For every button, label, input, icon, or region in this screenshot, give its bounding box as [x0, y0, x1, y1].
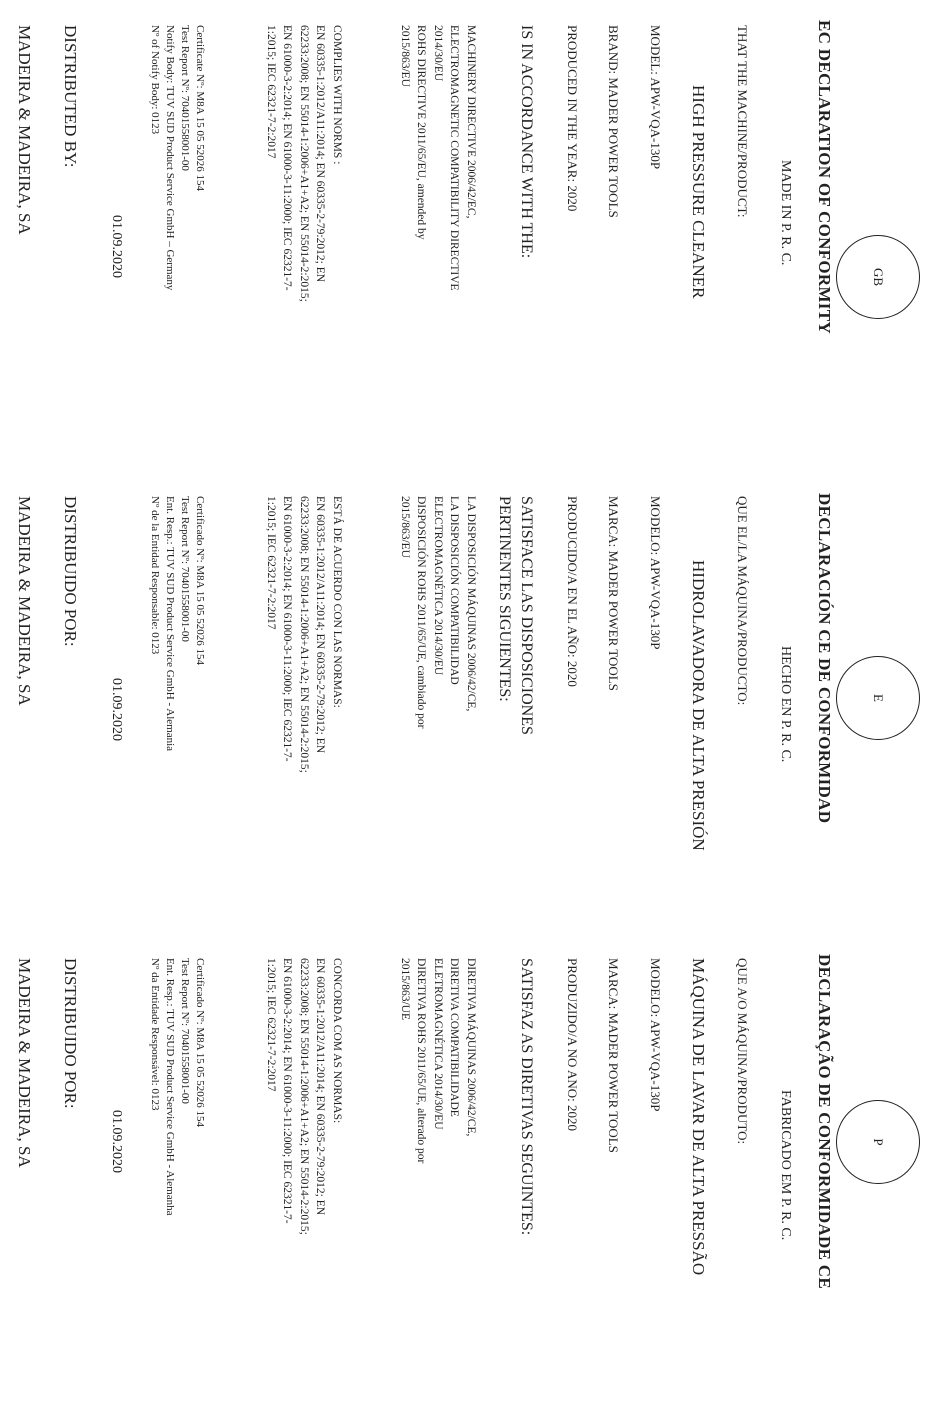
brand-line: MARCA: MADER POWER TOOLS: [606, 496, 621, 691]
distributor-name: MADEIRA & MADEIRA, SA: [15, 958, 34, 1168]
signature-date: 01.09.2020: [109, 678, 124, 741]
model-line: MODELO: APW-VQA-130P: [648, 496, 663, 650]
signature-date: 01.09.2020: [109, 1110, 124, 1173]
declaration-title: EC DECLARATION OF CONFORMITY: [815, 20, 834, 334]
declaration-title: DECLARACIÓN CE DE CONFORMIDAD: [815, 493, 834, 824]
accordance-heading: IS IN ACCORDANCE WITH THE:: [518, 25, 535, 259]
produced-line: PRODUCED IN THE YEAR: 2020: [565, 25, 580, 212]
directives-list: LA DISPOSICIÓN MÁQUINAS 2006/42/CE, LA DISPOSICIÓN COMPATIBILIDAD ELECTROMAGNÉTICA 2014/30/EU DISPOSICIÓN ROHS 2011/65/UE, cambiado por 2015/863/EU: [399, 496, 477, 729]
column-pt: [0, 940, 950, 1400]
directives-list: MACHINERY DIRECTIVE 2006/42/EC, ELECTROMAGNETIC COMPATIBILITY DIRECTIVE 2014/30/EU ROHS DIRECTIVE 2011/65/EU, amended by 2015/863/EU: [399, 25, 477, 291]
language-badge: [836, 656, 920, 740]
column-es: [0, 478, 950, 930]
produced-line: PRODUCIDO/A EN EL AÑO: 2020: [565, 496, 580, 687]
certificate-info: Certificado Nº: M8A 15 05 52026 154 Test Report Nº: 70401558001-00 Ent. Resp.: TUV SUD Product Service GmbH - Alemanha Nº da Entidade Responsável: 0123: [149, 958, 206, 1216]
language-code: E: [871, 694, 886, 702]
norms-list: COMPLIES WITH NORMS : EN 60335-1:2012/A11:2014; EN 60335-2-79:2012; EN 62233:2008; EN 55014-1:2006+A1+A2; EN 55014-2:2015; EN 61000-3-2:2014; EN 61000-3-11:2000; IEC 62321-7- 1:2015; IEC 62321-7-2:2017: [265, 25, 343, 302]
model-line: MODELO: APW-VQA-130P: [648, 958, 663, 1112]
accordance-heading: SATISFAZ AS DIRETIVAS SEGUINTES:: [518, 958, 535, 1236]
norms-list: ESTÁ DE ACUERDO CON LAS NORMAS: EN 60335-1:2012/A11:2014; EN 60335-2-79:2012; EN 62233:2008; EN 55014-1:2006+A1+A2; EN 55014-2:2015; EN 61000-3-2:2014; EN 61000-3-11:2000; IEC 62321-7- 1:2015; IEC 62321-7-2:2017: [265, 496, 343, 773]
language-code: GB: [871, 267, 886, 287]
distributed-by: DISTRIBUTED BY:: [61, 25, 80, 168]
model-line: MODEL: APW-VQA-130P: [648, 25, 663, 170]
distributor-name: MADEIRA & MADEIRA, SA: [15, 496, 34, 706]
certificate-info: Certificado Nº: M8A 15 05 52026 154 Test Report Nº: 70401558001-00 Ent. Resp.: TUV SUD Product Service GmbH - Alemania Nº de la Entidad Responsable: 0123: [149, 496, 206, 752]
declaration-title: DECLARAÇÃO DE CONFORMIDADE CE: [815, 954, 834, 1290]
produced-line: PRODUZIDO/A NO ANO: 2020: [565, 958, 580, 1131]
distributor-name: MADEIRA & MADEIRA, SA: [15, 25, 34, 235]
made-in: FABRICADO EM P. R. C.: [778, 1090, 793, 1241]
made-in: HECHO EN P. R. C.: [778, 646, 793, 763]
accordance-heading: SATISFACE LAS DISPOSICIONES PERTINENTES SIGUIENTES:: [496, 496, 535, 735]
product-name: HIDROLAVADORA DE ALTA PRESIÓN: [689, 560, 708, 851]
made-in: MADE IN P. R. C.: [778, 160, 793, 266]
machine-intro: QUE EL/LA MÁQUINA/PRODUCTO:: [735, 496, 750, 706]
certificate-info: Certificate Nº: M8A 15 05 52026 154 Test Report Nº: 70401558001-00 Notify Body: TUV SUD Product Service GmbH – Germany Nº of Notify Body: 0123: [149, 25, 206, 291]
distributed-by: DISTRIBUIDO POR:: [61, 496, 80, 647]
product-name: HIGH PRESSURE CLEANER: [689, 85, 708, 299]
language-badge: [836, 1100, 920, 1184]
language-badge: [836, 235, 920, 319]
language-code: P: [871, 1138, 886, 1146]
brand-line: BRAND: MADER POWER TOOLS: [606, 25, 621, 218]
machine-intro: QUE A/O MÁQUINA/PRODUTO:: [735, 958, 750, 1145]
machine-intro: THAT THE MACHINE/PRODUCT:: [735, 25, 750, 218]
brand-line: MARCA: MADER POWER TOOLS: [606, 958, 621, 1153]
directives-list: DIRETIVA MÁQUINAS 2006/42/CE, DIRETIVA COMPATIBILIDADE ELETROMAGNÉTICA 2014/30/EU DIRETIVA ROHS 2011/65/UE, alterado por 2015/863/UE: [399, 958, 477, 1164]
distributed-by: DISTRIBUIDO POR:: [61, 958, 80, 1109]
product-name: MÁQUINA DE LAVAR DE ALTA PRESSÃO: [689, 958, 708, 1276]
signature-date: 01.09.2020: [109, 215, 124, 278]
norms-list: CONCORDA COM AS NORMAS: EN 60335-1:2012/A11:2014; EN 60335-2-79:2012; EN 62233:2008; EN 55014-1:2006+A1+A2; EN 55014-2:2015; EN 61000-3-2:2014; EN 61000-3-11:2000; IEC 62321-7- 1:2015; IEC 62321-7-2:2017: [265, 958, 343, 1235]
column-gb: [0, 0, 950, 470]
